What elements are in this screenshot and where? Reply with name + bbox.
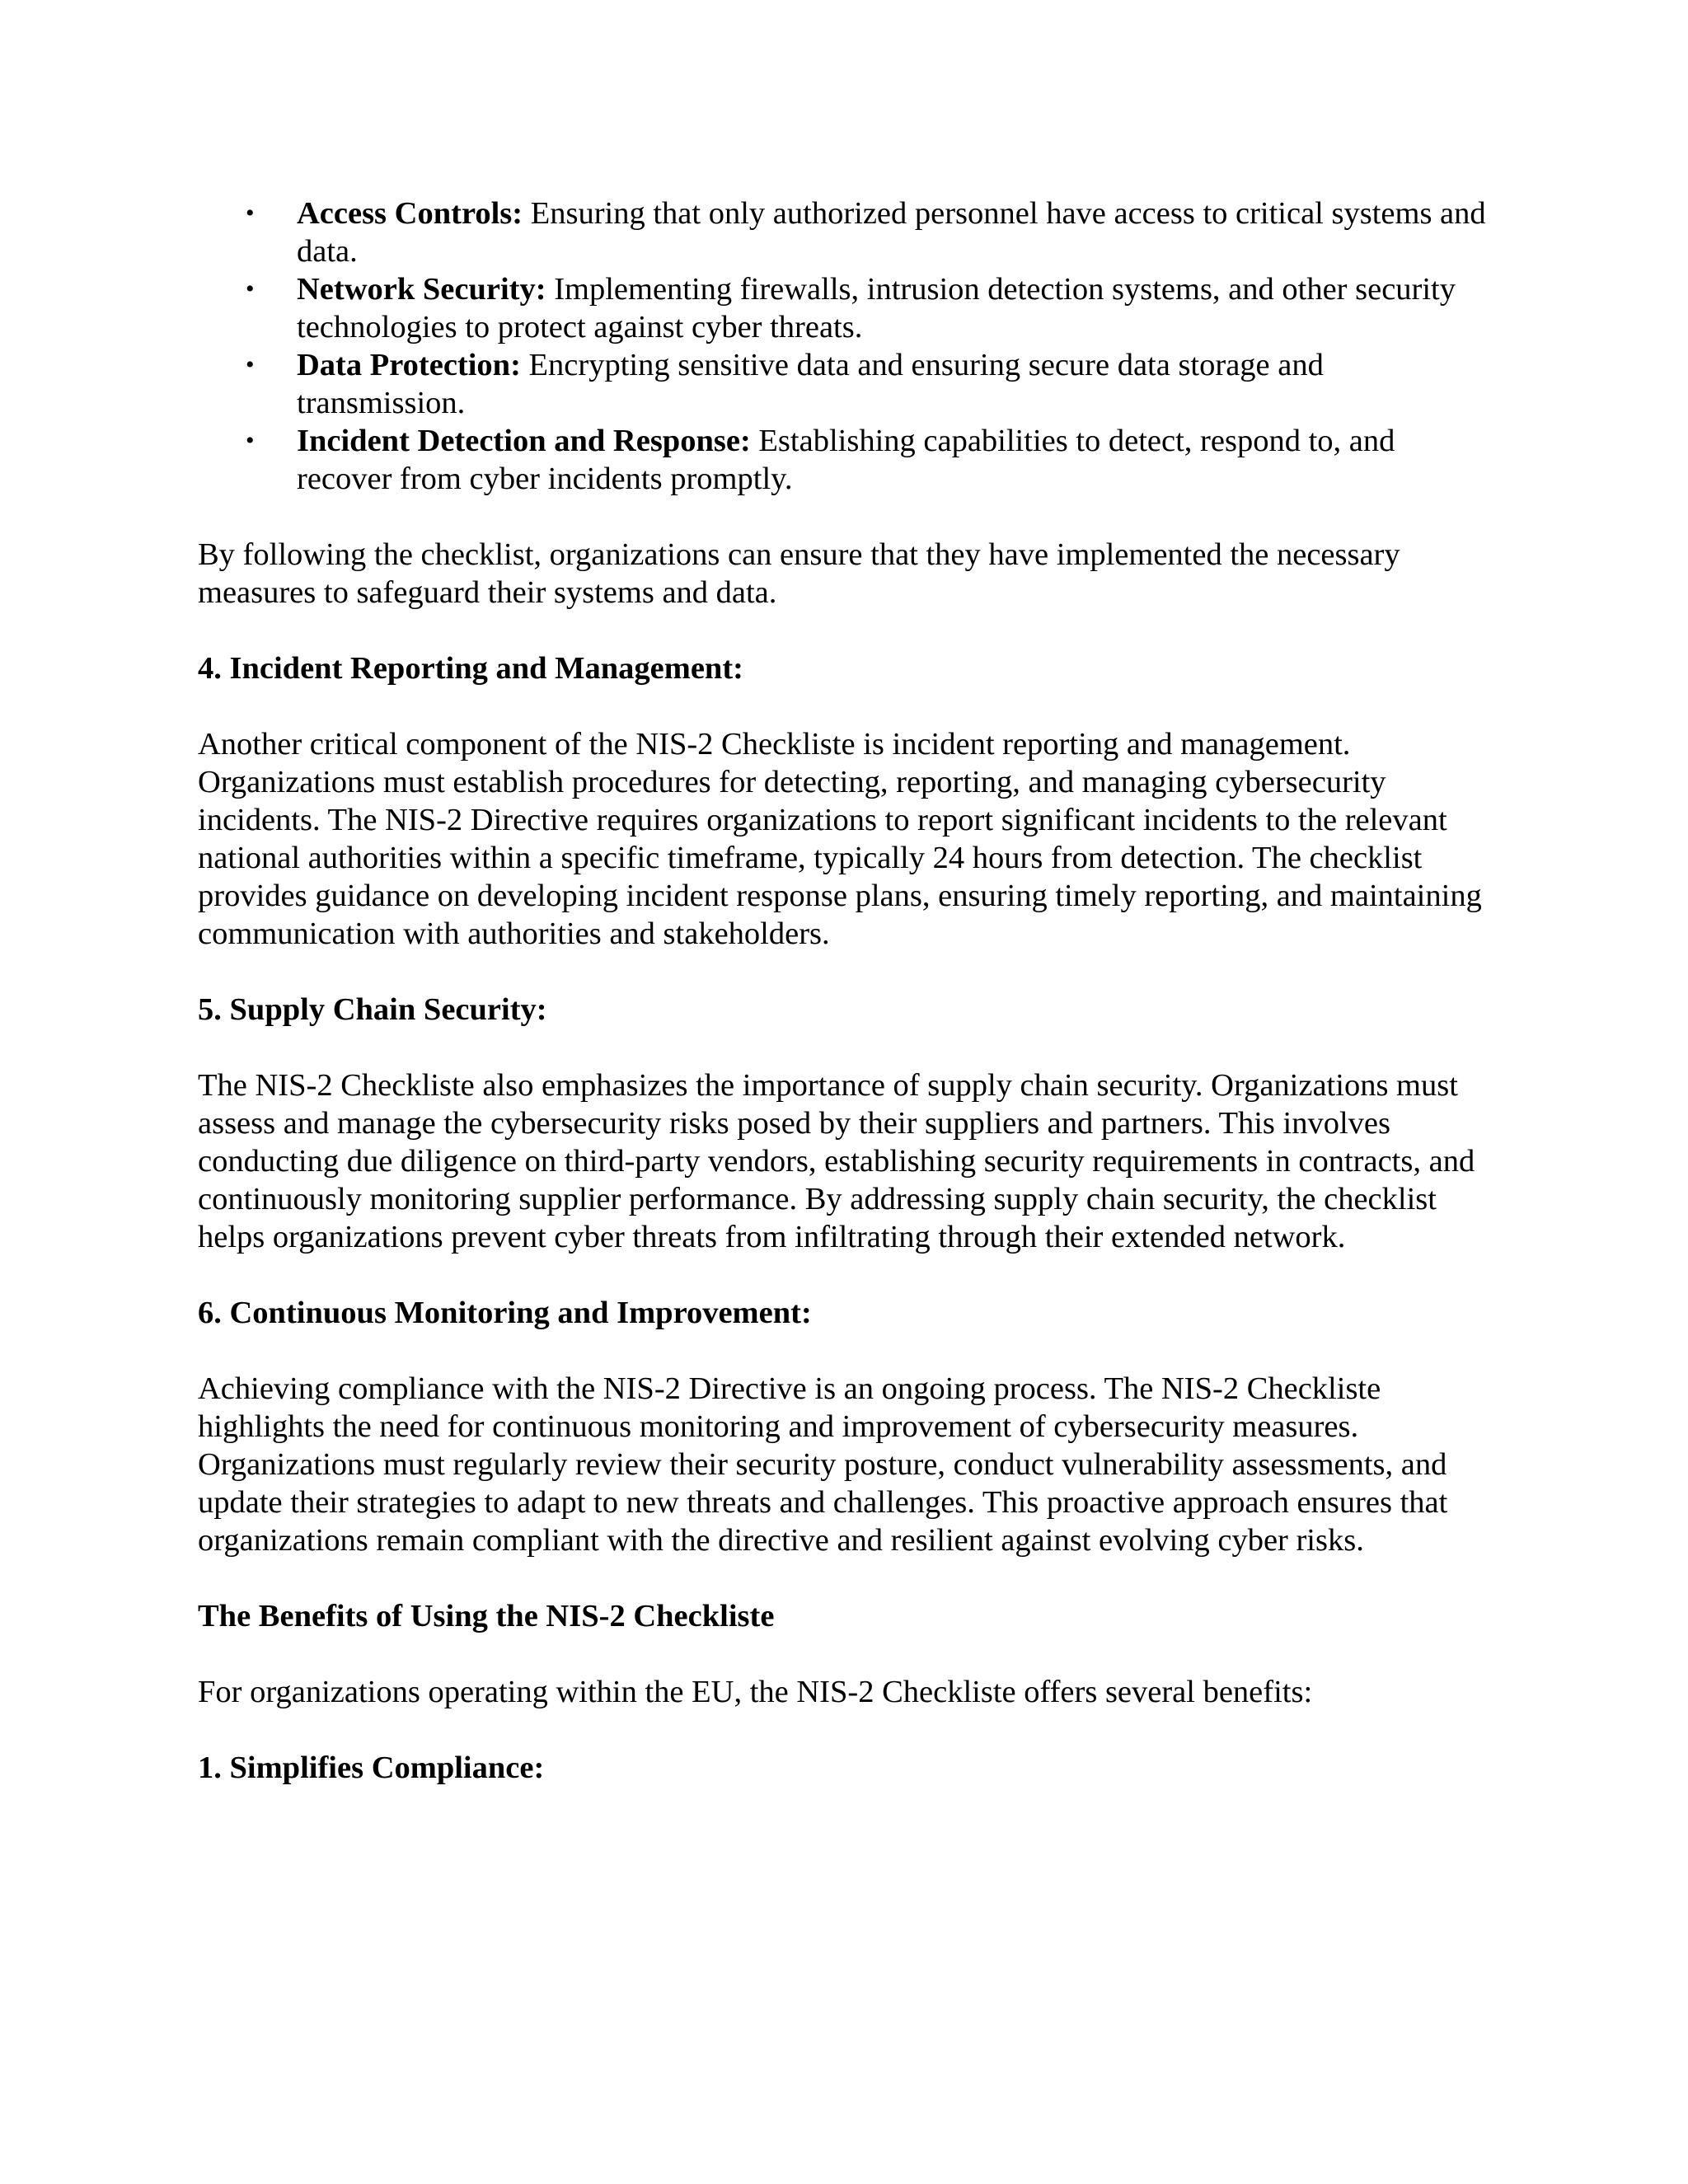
bullet-icon: • — [246, 427, 255, 454]
list-item-term: Access Controls: — [297, 196, 523, 231]
list-item-term: Incident Detection and Response: — [297, 424, 751, 458]
list-item-text: Establishing capabilities to detect, respond to, and recover from cyber incidents promptly. — [297, 424, 1395, 496]
section-4-body: Another critical component of the NIS-2 Checkliste is incident reporting and management. Organizations must establish procedures for detecting, reporting, and managing cybersecurity incidents. The NIS-2 Directive requires organizations to report significant incidents to the relevant national authorities within a specific timeframe, typically 24 hours from detection. The checklist provides guidance on developing incident response plans, ensuring timely reporting, and maintaining communication with authorities and stakeholders. — [198, 727, 1482, 951]
benefits-heading: The Benefits of Using the NIS-2 Checkliste — [198, 1599, 775, 1633]
bullet-icon: • — [246, 199, 255, 227]
section-6-heading: 6. Continuous Monitoring and Improvement: — [198, 1296, 812, 1330]
list-item — [198, 270, 1492, 346]
section-5-body: The NIS-2 Checkliste also emphasizes the importance of supply chain security. Organizations must assess and manage the cybersecurity risks posed by their suppliers and partners. This involves conducting due diligence on third-party vendors, establishing security requirements in contracts, and continuously monitoring supplier performance. By addressing supply chain security, the checklist helps organizations prevent cyber threats from infiltrating through their extended network. — [198, 1068, 1475, 1254]
benefit-1-heading: 1. Simplifies Compliance: — [198, 1750, 545, 1785]
list-item-text: Implementing firewalls, intrusion detection systems, and other security technologies to protect against cyber threats. — [297, 272, 1456, 344]
list-item — [198, 194, 1492, 270]
security-measures-list — [198, 194, 1492, 498]
list-item-term: Data Protection: — [297, 348, 521, 382]
bullet-icon: • — [246, 275, 255, 302]
document-page — [198, 194, 1492, 1787]
benefits-intro: For organizations operating within the EU, the NIS-2 Checkliste offers several benefits: — [198, 1675, 1313, 1709]
section-4-heading: 4. Incident Reporting and Management: — [198, 651, 743, 686]
list-item-term: Network Security: — [297, 272, 546, 307]
intro-paragraph: By following the checklist, organizations can ensure that they have implemented the necessary measures to safeguard their systems and data. — [198, 537, 1400, 610]
bullet-icon: • — [246, 351, 255, 378]
list-item — [198, 346, 1492, 422]
list-item — [198, 422, 1492, 498]
section-5-heading: 5. Supply Chain Security: — [198, 992, 547, 1027]
list-item-text: Encrypting sensitive data and ensuring secure data storage and transmission. — [297, 348, 1324, 420]
list-item-text: Ensuring that only authorized personnel have access to critical systems and data. — [297, 196, 1486, 269]
section-6-body: Achieving compliance with the NIS-2 Directive is an ongoing process. The NIS-2 Checkliste highlights the need for continuous monitoring and improvement of cybersecurity measures. Organizations must regularly review their security posture, conduct vulnerability assessments, and update their strategies to adapt to new threats and challenges. This proactive approach ensures that organizations remain compliant with the directive and resilient against evolving cyber risks. — [198, 1371, 1448, 1558]
